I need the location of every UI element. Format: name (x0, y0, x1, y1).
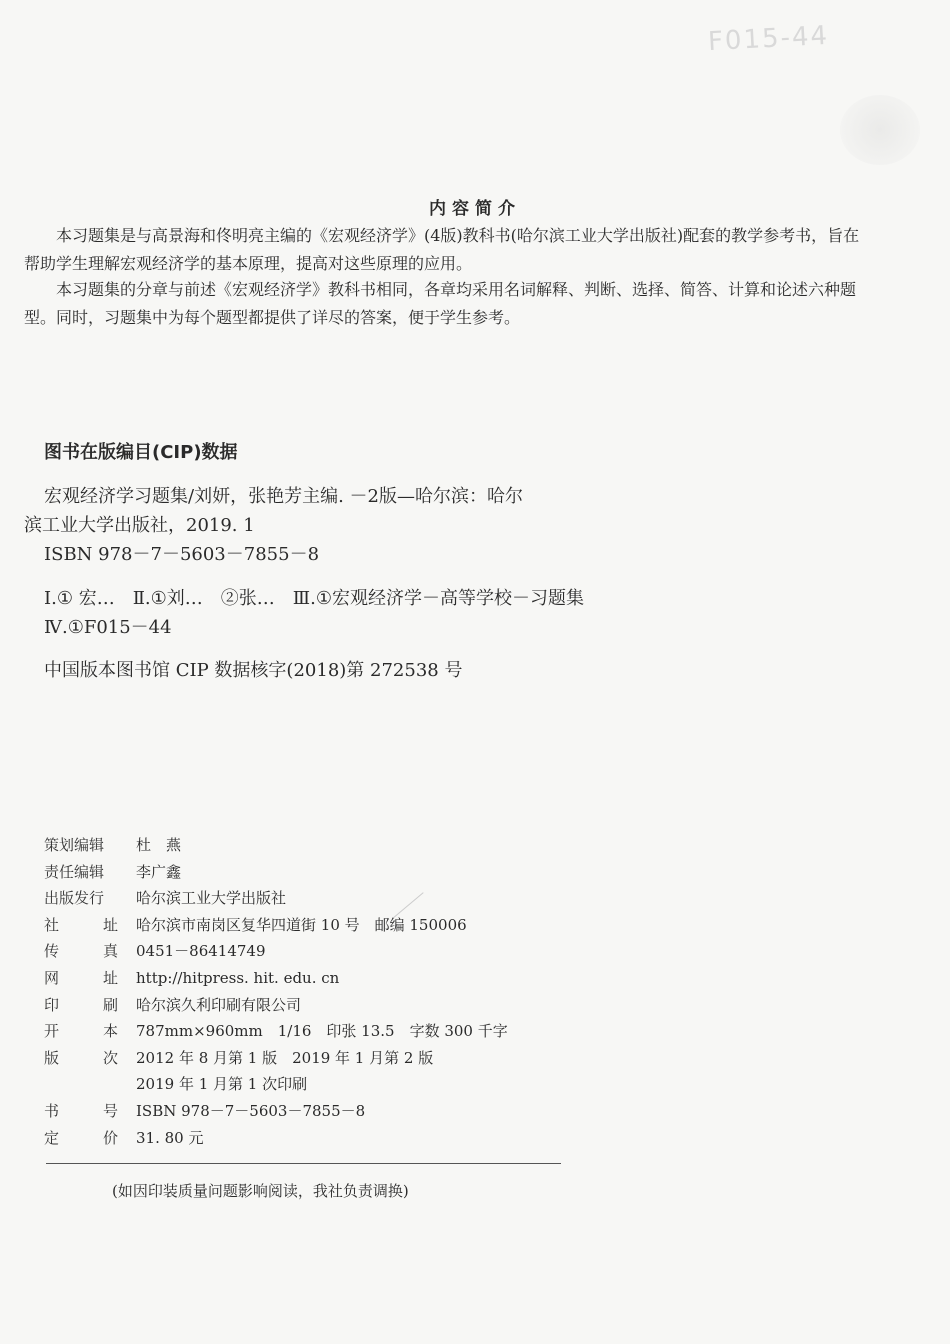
publication-label: 出版发行 (44, 889, 105, 908)
publication-row (44, 1045, 508, 1072)
publication-label: 社 址 (44, 915, 118, 934)
publication-value: http://hitpress. hit. edu. cn (136, 968, 340, 987)
publication-value: 31. 80 元 (136, 1128, 204, 1147)
publication-row (44, 938, 508, 965)
publication-row (44, 859, 508, 886)
cip-classification: Ⅰ.① 宏… Ⅱ.①刘… ②张… Ⅲ.①宏观经济学－高等学校－习题集 (44, 588, 584, 609)
handwritten-mark: F015-44 (707, 20, 830, 58)
publication-label: 定 价 (44, 1128, 118, 1147)
publication-value: 杜 燕 (136, 836, 182, 854)
cip-title-line: 宏观经济学习题集/刘妍，张艳芳主编. －2版—哈尔滨：哈尔 (44, 486, 523, 507)
publication-value: 787mm×960mm 1/16 印张 13.5 字数 300 千字 (136, 1022, 508, 1041)
publication-row (44, 832, 508, 859)
publication-info (44, 832, 508, 1151)
intro-paragraph-1: 本习题集是与高景海和佟明亮主编的《宏观经济学》(4版)教科书(哈尔滨工业大学出版社)配套的教学参考书，旨在帮助学生理解宏观经济学的基本原理，提高对这些原理的应用。 (24, 226, 860, 273)
cip-publisher-line: 滨工业大学出版社，2019. 1 (24, 515, 255, 536)
publication-value: 2012 年 8 月第 1 版 2019 年 1 月第 2 版 (136, 1048, 434, 1067)
publication-row (44, 912, 508, 939)
publication-label: 网 址 (44, 968, 118, 987)
publication-value: 2019 年 1 月第 1 次印刷 (136, 1075, 308, 1094)
publication-label: 策划编辑 (44, 836, 105, 854)
scan-smudge (840, 95, 920, 165)
publication-label: 书 号 (44, 1101, 118, 1120)
publication-row (44, 992, 508, 1019)
cip-heading: 图书在版编目(CIP)数据 (44, 442, 238, 463)
intro-title: 内容简介 (429, 199, 521, 219)
cip-classification-2: Ⅳ.①F015－44 (44, 617, 172, 638)
publication-value: 0451－86414749 (136, 942, 266, 961)
publication-row (44, 1125, 508, 1152)
publication-value: ISBN 978－7－5603－7855－8 (136, 1101, 366, 1120)
publication-value: 哈尔滨久利印刷有限公司 (136, 995, 302, 1014)
intro-paragraph-2: 本习题集的分章与前述《宏观经济学》教科书相同，各章均采用名词解释、判断、选择、简答、计算和论述六种题型。同时，习题集中为每个题型都提供了详尽的答案，便于学生参考。 (24, 280, 857, 327)
quality-notice: (如因印装质量问题影响阅读，我社负责调换) (112, 1182, 409, 1200)
publication-value: 哈尔滨工业大学出版社 (136, 889, 287, 908)
publication-label: 开 本 (44, 1022, 118, 1041)
publication-value: 哈尔滨市南岗区复华四道街 10 号 邮编 150006 (136, 915, 467, 934)
publication-row (44, 885, 508, 912)
cip-record-number: 中国版本图书馆 CIP 数据核字(2018)第 272538 号 (44, 660, 463, 681)
publication-label: 责任编辑 (44, 862, 105, 881)
publication-value: 李广鑫 (136, 862, 182, 881)
publication-row (44, 1098, 508, 1125)
publication-row (44, 1018, 508, 1045)
publication-label: 传 真 (44, 942, 118, 961)
cip-isbn: ISBN 978－7－5603－7855－8 (44, 544, 320, 565)
publication-label: 印 刷 (44, 995, 118, 1014)
publication-label: 版 次 (44, 1048, 118, 1067)
publication-row (44, 1071, 508, 1098)
divider (46, 1163, 561, 1164)
publication-row (44, 965, 508, 992)
publication-label (44, 1071, 118, 1098)
